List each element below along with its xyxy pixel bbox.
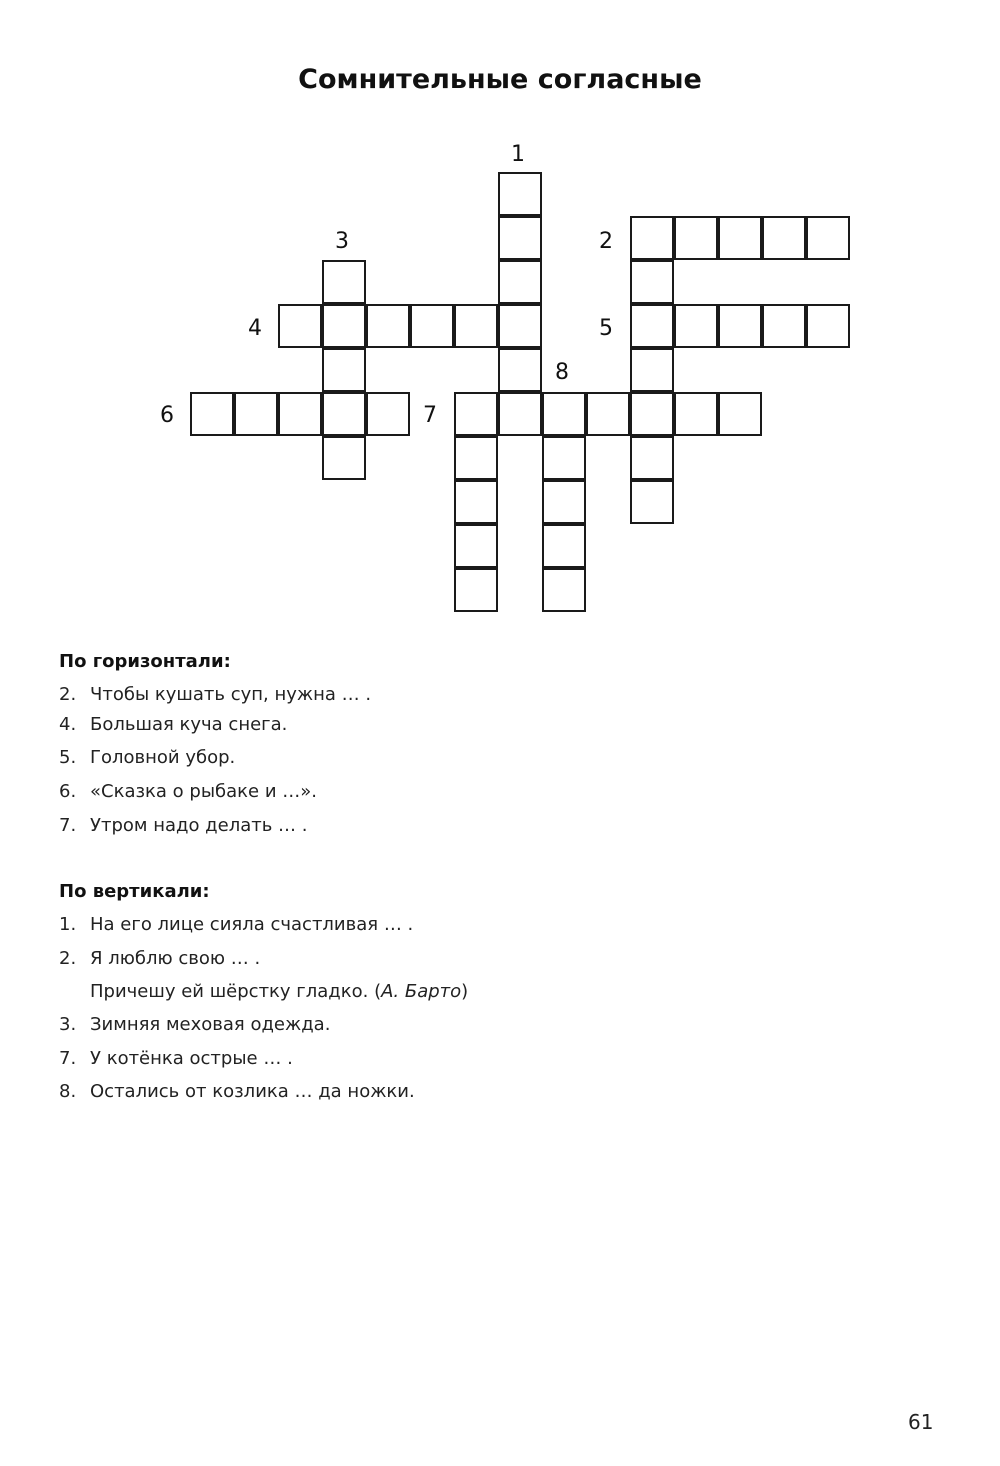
across-heading: По горизонтали: bbox=[59, 651, 231, 672]
crossword-cell[interactable] bbox=[762, 216, 806, 260]
crossword-cell[interactable] bbox=[366, 304, 410, 348]
crossword-cell[interactable] bbox=[322, 392, 366, 436]
crossword-cell[interactable] bbox=[674, 392, 718, 436]
down-clue-7: 7. У котёнка острые … . bbox=[59, 1048, 293, 1069]
crossword-cell[interactable] bbox=[630, 392, 674, 436]
down-clue-1: 1. На его лице сияла счастливая … . bbox=[59, 914, 414, 935]
down-clue-2: 2. Я люблю свою … . bbox=[59, 948, 261, 969]
down-heading: По вертикали: bbox=[59, 881, 210, 902]
crossword-number-3: 3 bbox=[335, 229, 349, 254]
page-title: Сомнительные согласные bbox=[298, 64, 702, 95]
crossword-cell[interactable] bbox=[190, 392, 234, 436]
crossword-cell[interactable] bbox=[498, 216, 542, 260]
down-clue-3: 3. Зимняя меховая одежда. bbox=[59, 1014, 331, 1035]
crossword-number-1: 1 bbox=[511, 142, 525, 167]
crossword-cell[interactable] bbox=[322, 304, 366, 348]
crossword-cell[interactable] bbox=[278, 304, 322, 348]
crossword-number-8: 8 bbox=[555, 360, 569, 385]
crossword-number-5: 5 bbox=[599, 316, 613, 341]
crossword-cell[interactable] bbox=[630, 216, 674, 260]
crossword-cell[interactable] bbox=[762, 304, 806, 348]
crossword-cell[interactable] bbox=[498, 392, 542, 436]
crossword-cell[interactable] bbox=[542, 524, 586, 568]
crossword-cell[interactable] bbox=[542, 568, 586, 612]
crossword-cell[interactable] bbox=[410, 304, 454, 348]
crossword-cell[interactable] bbox=[234, 392, 278, 436]
crossword-cell[interactable] bbox=[498, 348, 542, 392]
down-clue-2-continuation: Причешу ей шёрстку гладко. (А. Барто) bbox=[90, 981, 469, 1002]
crossword-cell[interactable] bbox=[674, 304, 718, 348]
crossword-cell[interactable] bbox=[806, 216, 850, 260]
crossword-number-6: 6 bbox=[160, 403, 174, 428]
crossword-cell[interactable] bbox=[674, 216, 718, 260]
crossword-cell[interactable] bbox=[630, 348, 674, 392]
across-clue-4: 4. Большая куча снега. bbox=[59, 714, 288, 735]
crossword-cell[interactable] bbox=[542, 480, 586, 524]
crossword-cell[interactable] bbox=[586, 392, 630, 436]
crossword-cell[interactable] bbox=[498, 172, 542, 216]
crossword-cell[interactable] bbox=[630, 480, 674, 524]
crossword-number-4: 4 bbox=[248, 316, 262, 341]
crossword-cell[interactable] bbox=[718, 392, 762, 436]
crossword-cell[interactable] bbox=[718, 216, 762, 260]
crossword-cell[interactable] bbox=[454, 392, 498, 436]
across-clue-7: 7. Утром надо делать … . bbox=[59, 815, 308, 836]
crossword-number-7: 7 bbox=[423, 403, 437, 428]
crossword-cell[interactable] bbox=[322, 436, 366, 480]
across-clue-2: 2. Чтобы кушать суп, нужна … . bbox=[59, 684, 372, 705]
page-number: 61 bbox=[908, 1410, 934, 1434]
crossword-cell[interactable] bbox=[630, 304, 674, 348]
crossword-cell[interactable] bbox=[454, 436, 498, 480]
crossword-cell[interactable] bbox=[630, 436, 674, 480]
crossword-cell[interactable] bbox=[278, 392, 322, 436]
crossword-cell[interactable] bbox=[718, 304, 762, 348]
crossword-cell[interactable] bbox=[454, 568, 498, 612]
crossword-cell[interactable] bbox=[806, 304, 850, 348]
crossword-cell[interactable] bbox=[454, 304, 498, 348]
crossword-cell[interactable] bbox=[454, 480, 498, 524]
crossword-cell[interactable] bbox=[322, 348, 366, 392]
across-clue-6: 6. «Сказка о рыбаке и …». bbox=[59, 781, 318, 802]
crossword-cell[interactable] bbox=[322, 260, 366, 304]
crossword-cell[interactable] bbox=[454, 524, 498, 568]
crossword-cell[interactable] bbox=[630, 260, 674, 304]
crossword-grid bbox=[0, 0, 1000, 640]
crossword-cell[interactable] bbox=[542, 436, 586, 480]
crossword-cell[interactable] bbox=[498, 304, 542, 348]
crossword-cell[interactable] bbox=[542, 392, 586, 436]
crossword-number-2: 2 bbox=[599, 229, 613, 254]
crossword-cell[interactable] bbox=[498, 260, 542, 304]
down-clue-8: 8. Остались от козлика … да ножки. bbox=[59, 1081, 415, 1102]
across-clue-5: 5. Головной убор. bbox=[59, 747, 236, 768]
crossword-cell[interactable] bbox=[366, 392, 410, 436]
